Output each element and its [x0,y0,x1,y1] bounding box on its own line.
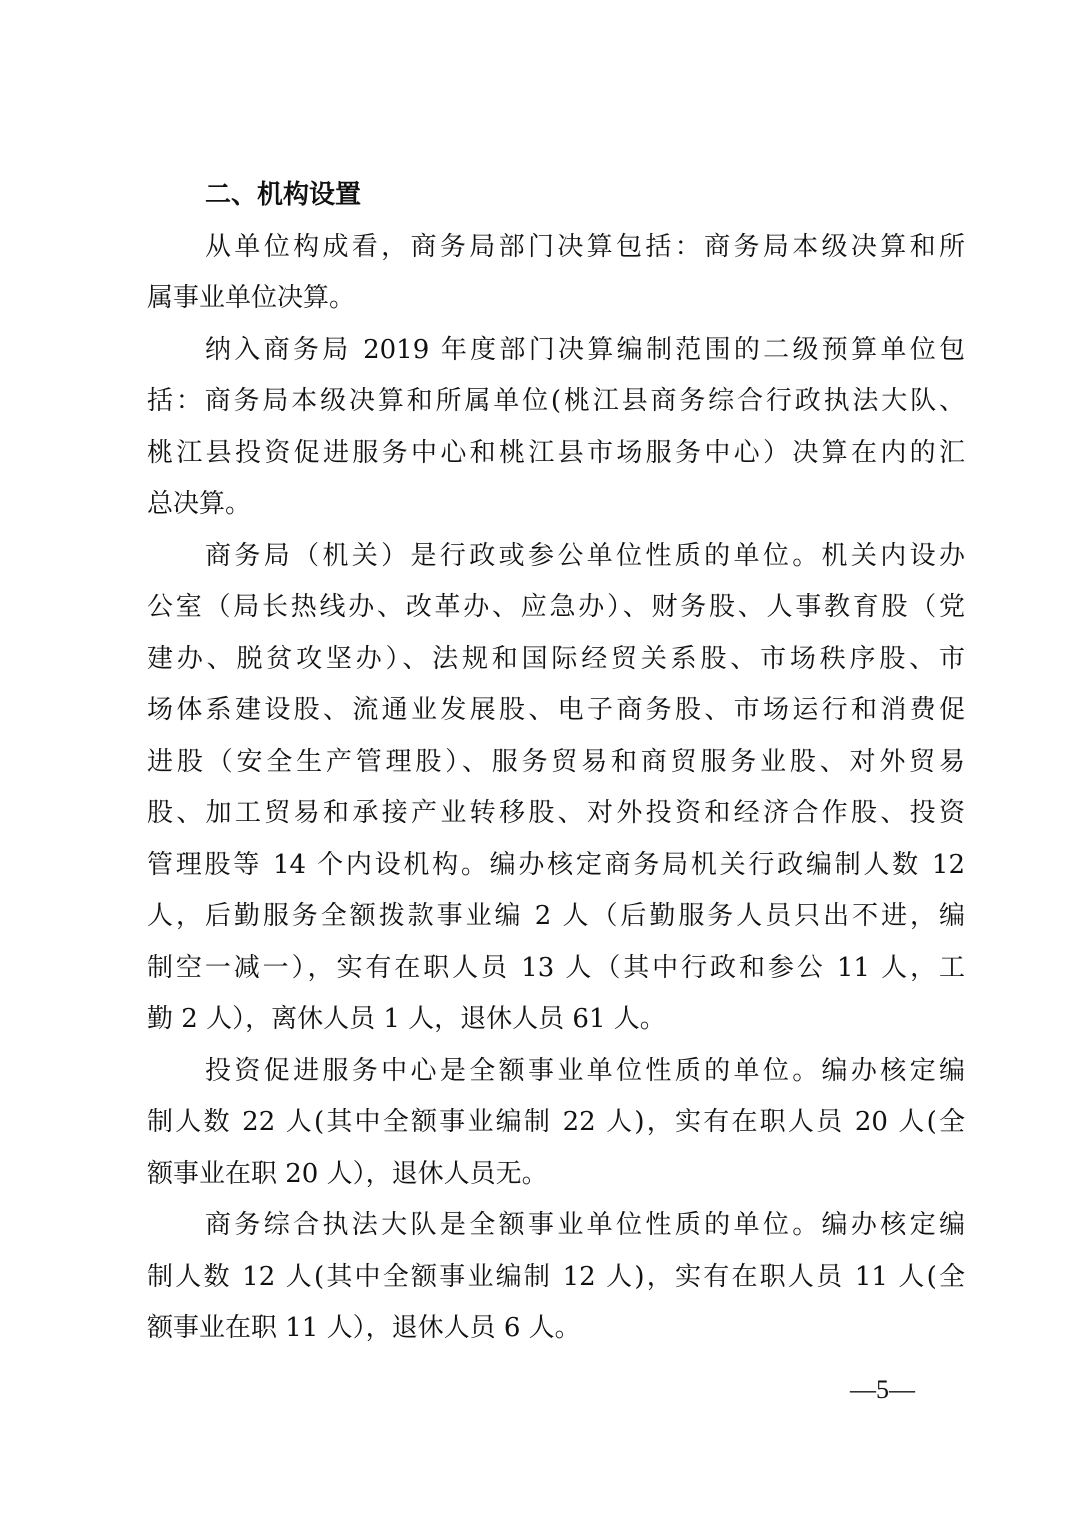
text-line: 商务局（机关）是行政或参公单位性质的单位。机关内设办 [205,540,965,571]
page-number: —5— [850,1375,915,1404]
paragraph [147,531,965,1046]
text-line: 纳入商务局 2019 年度部门决算编制范围的二级预算单位包 [205,334,965,365]
text-line: 从单位构成看，商务局部门决算包括：商务局本级决算和所 [205,231,965,262]
text-line: 公室（局长热线办、改革办、应急办）、财务股、人事教育股（党 [147,592,965,622]
text-line: 括：商务局本级决算和所属单位(桃江县商务综合行政执法大队、 [147,386,965,416]
text-line: 股、加工贸易和承接产业转移股、对外投资和经济合作股、投资 [147,798,965,828]
text-line: 进股（安全生产管理股）、服务贸易和商贸服务业股、对外贸易 [147,746,965,777]
paragraph [147,325,965,531]
text-line: 人，后勤服务全额拨款事业编 2 人（后勤服务人员只出不进，编 [147,901,965,931]
text-line: 制人数 22 人(其中全额事业编制 22 人)，实有在职人员 20 人(全 [147,1107,965,1137]
text-line: 制空一减一），实有在职人员 13 人（其中行政和参公 11 人，工 [147,952,965,983]
paragraph [147,1200,965,1355]
text-line: 桃江县投资促进服务中心和桃江县市场服务中心）决算在内的汇 [147,437,965,468]
text-line: 额事业在职 11 人），退休人员 6 人。 [147,1313,581,1343]
text-line: 投资促进服务中心是全额事业单位性质的单位。编办核定编 [205,1055,965,1086]
text-line: 勤 2 人），离休人员 1 人，退休人员 61 人。 [147,1004,666,1034]
text-line: 管理股等 14 个内设机构。编办核定商务局机关行政编制人数 12 [147,849,965,880]
section-heading: 二、机构设置 [205,180,362,210]
document-body [147,222,965,1355]
document-page [147,170,965,1355]
text-line: 建办、脱贫攻坚办）、法规和国际经贸关系股、市场秩序股、市 [147,643,965,674]
text-line: 场体系建设股、流通业发展股、电子商务股、市场运行和消费促 [147,695,965,725]
text-line: 额事业在职 20 人），退休人员无。 [147,1158,548,1189]
text-line: 属事业单位决算。 [147,283,356,313]
text-line: 总决算。 [147,489,252,519]
paragraph [147,1046,965,1201]
paragraph [147,222,965,325]
text-line: 商务综合执法大队是全额事业单位性质的单位。编办核定编 [205,1210,965,1240]
text-line: 制人数 12 人(其中全额事业编制 12 人)，实有在职人员 11 人(全 [147,1261,965,1292]
